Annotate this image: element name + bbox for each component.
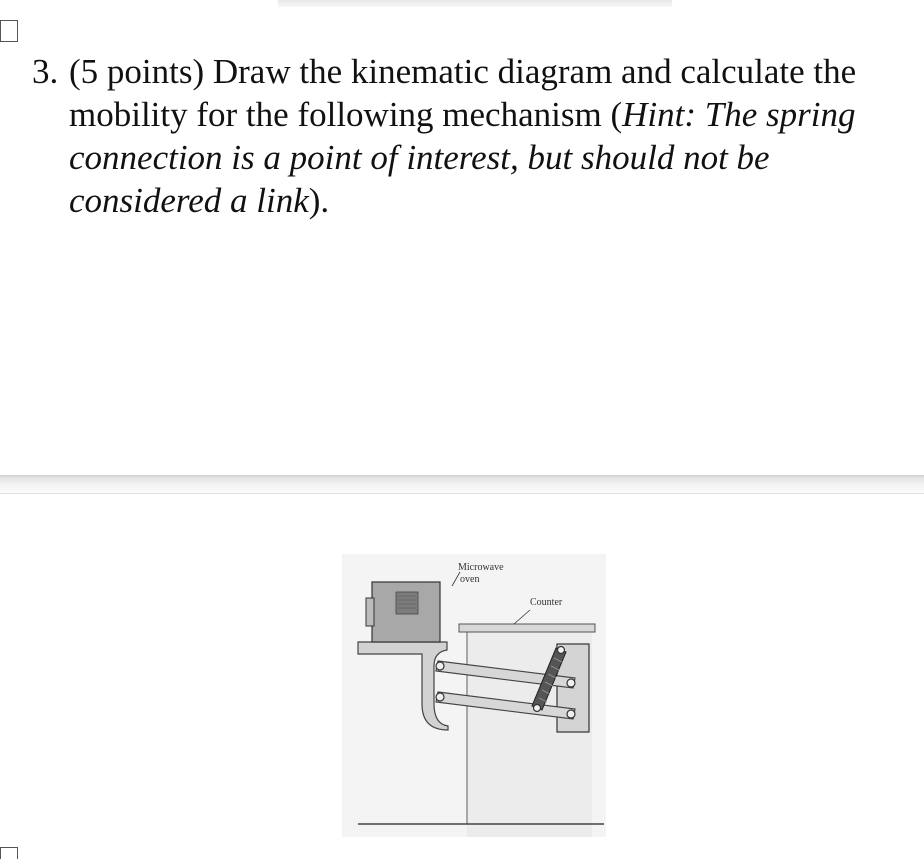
top-scroll-edge: [278, 0, 672, 7]
hint-text-b: link: [256, 181, 309, 220]
hint-text-a: The spring connection is a point of interest, but should not be considered a: [69, 95, 856, 220]
counter-label: Counter: [530, 597, 563, 608]
question-lead: (5 points) Draw the kinematic diagram and calculate the mobility for the following mechanism (: [69, 52, 857, 134]
shelf-bracket: [358, 642, 448, 730]
mechanism-figure: [342, 554, 606, 837]
microwave-label: Microwave: [458, 562, 504, 573]
pin-shelf-upper: [436, 662, 444, 670]
question-text: [32, 50, 917, 222]
pin-spring-top: [558, 647, 565, 654]
microwave-panel: [396, 592, 418, 614]
microwave-leader: [452, 572, 460, 586]
oven-label: oven: [460, 574, 480, 585]
question-checkbox[interactable]: [0, 20, 18, 42]
question-number: 3.: [32, 52, 59, 91]
question-tail: ).: [308, 181, 330, 220]
pin-plate-lower: [567, 710, 575, 718]
pin-plate-upper: [567, 679, 575, 687]
next-checkbox[interactable]: [0, 847, 18, 859]
question-body: [69, 50, 917, 222]
pin-spring-bottom: [534, 705, 541, 712]
counter-leader: [514, 610, 530, 624]
section-divider: [0, 475, 924, 494]
hint-label: Hint:: [622, 95, 696, 134]
counter-top: [459, 624, 595, 632]
mechanism-drawing: [342, 554, 606, 837]
microwave-handle: [366, 598, 374, 626]
pin-shelf-lower: [436, 693, 444, 701]
